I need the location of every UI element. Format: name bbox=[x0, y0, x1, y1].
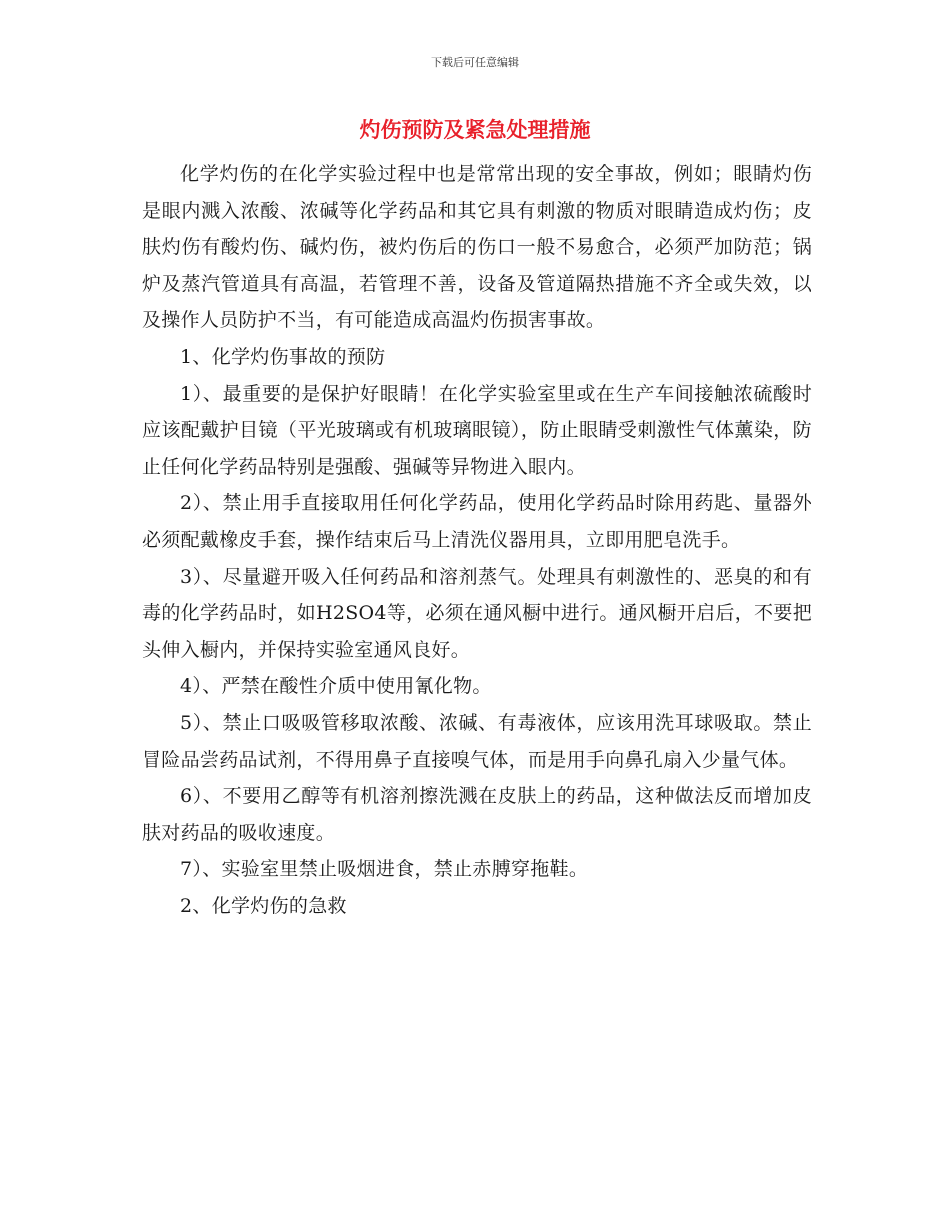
document-body bbox=[142, 156, 812, 924]
paragraph-item-1: 1）、最重要的是保护好眼睛！在化学实验室里或在生产车间接触浓硫酸时应该配戴护目镜（平光玻璃或有机玻璃眼镜），防止眼睛受刺激性气体薰染，防止任何化学药品特别是强酸、强碱等异物进入眼内。 bbox=[142, 382, 812, 478]
paragraph-item-3: 3）、尽量避开吸入任何药品和溶剂蒸气。处理具有刺激性的、恶臭的和有毒的化学药品时，如H2SO4等，必须在通风橱中进行。通风橱开启后，不要把头伸入橱内，并保持实验室通风良好。 bbox=[142, 565, 812, 661]
paragraph-item-5: 5）、禁止口吸吸管移取浓酸、浓碱、有毒液体，应该用洗耳球吸取。禁止冒险品尝药品试剂，不得用鼻子直接嗅气体，而是用手向鼻孔扇入少量气体。 bbox=[142, 711, 812, 771]
document-title: 灼伤预防及紧急处理措施 bbox=[359, 118, 591, 142]
paragraph-intro: 化学灼伤的在化学实验过程中也是常常出现的安全事故，例如；眼睛灼伤是眼内溅入浓酸、浓碱等化学药品和其它具有刺激的物质对眼睛造成灼伤；皮肤灼伤有酸灼伤、碱灼伤，被灼伤后的伤口一般不易愈合，必须严加防范；锅炉及蒸汽管道具有高温，若管理不善，设备及管道隔热措施不齐全或失效，以及操作人员防护不当，有可能造成高温灼伤损害事故。 bbox=[142, 163, 812, 332]
section-heading-first-aid: 2、化学灼伤的急救 bbox=[180, 894, 347, 917]
section-heading-prevention: 1、化学灼伤事故的预防 bbox=[180, 345, 386, 368]
paragraph-item-7: 7）、实验室里禁止吸烟进食，禁止赤膊穿拖鞋。 bbox=[180, 858, 589, 881]
header-note: 下载后可任意编辑 bbox=[431, 56, 519, 69]
paragraph-item-2: 2）、禁止用手直接取用任何化学药品，使用化学药品时除用药匙、量器外必须配戴橡皮手套，操作结束后马上清洗仪器用具，立即用肥皂洗手。 bbox=[142, 492, 812, 551]
paragraph-item-6: 6）、不要用乙醇等有机溶剂擦洗溅在皮肤上的药品，这种做法反而增加皮肤对药品的吸收速度。 bbox=[142, 785, 812, 844]
paragraph-item-4: 4）、严禁在酸性介质中使用氰化物。 bbox=[180, 675, 492, 698]
